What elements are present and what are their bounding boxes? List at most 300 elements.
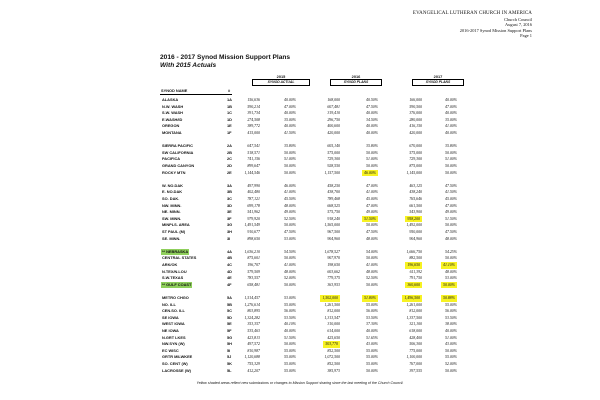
amount-2017: 882,500 [409, 256, 422, 261]
table-row [0, 123, 600, 130]
synod-name: MONTANA [162, 130, 182, 135]
amount-2015: 1,514,457 [244, 296, 260, 300]
percent-2017: 55.00% [445, 355, 457, 360]
amount-2017: 590,500 [409, 104, 422, 109]
synod-code: 3A [227, 182, 232, 188]
percent-2017: 50.00% [445, 368, 457, 373]
header-underline [160, 94, 232, 95]
table-row [0, 354, 600, 361]
synod-name: SW. MINN. [162, 215, 182, 221]
synod-name: ** NEBRASKA [162, 248, 189, 254]
synod-code: 2C [227, 156, 232, 162]
percent-2017: 35.00% [445, 117, 457, 122]
synod-name: S.W.TEXAS [162, 275, 184, 281]
amount-2017: 812,000 [409, 309, 422, 314]
synod-name: NW. MINN. [162, 202, 182, 208]
percent-2016: 46.00% [364, 170, 376, 175]
synod-code: 1E [227, 123, 232, 129]
percent-2015: 50.00% [284, 342, 296, 347]
amount-2015: 699,178 [247, 203, 260, 208]
synod-code: 1D [227, 116, 232, 122]
amount-2017: 1,145,000 [406, 170, 422, 175]
table-row [0, 203, 600, 210]
synod-code: 5E [227, 321, 232, 327]
amount-2015: 741,156 [247, 157, 260, 162]
amount-2015: 415,000 [247, 131, 260, 135]
percent-2016: 45.00% [366, 197, 378, 201]
synod-name: MINPLS. AREA [162, 222, 190, 228]
synod-name: LACROSSE (W) [162, 367, 191, 373]
number-header: # [228, 88, 231, 93]
amount-2015: 391,734 [247, 111, 260, 116]
synod-code: 2A [227, 143, 232, 149]
amount-2017: 196,650 [407, 263, 420, 267]
amount-2016: 789,468 [327, 197, 340, 201]
column-group-2016 [330, 74, 382, 86]
synod-name: NE IOWA [162, 328, 179, 333]
synod-plans-2016-label: SYNOD PLANS [330, 79, 382, 86]
amount-2016: 605,140 [327, 144, 340, 149]
percent-2017: 48.00% [445, 269, 457, 274]
table-row [0, 368, 600, 375]
amount-2016: 425,650 [327, 335, 340, 340]
amount-2016: 904,960 [327, 236, 340, 241]
table-row [0, 143, 600, 150]
footnote: Yellow shaded areas reflect new submissions or changes to Mission Support sharing since the last meeting of the Church Council. [196, 381, 404, 385]
percent-2017: 53.00% [445, 276, 457, 281]
synod-plans-2017-label: SYNOD PLANS [412, 79, 464, 86]
percent-2017: 47.00% [445, 203, 457, 208]
amount-2017: 506,300 [409, 342, 422, 347]
percent-2016: 35.80% [366, 144, 378, 149]
percent-2015: 51.50% [284, 335, 296, 340]
amount-2016: 319,410 [327, 111, 340, 116]
amount-2015: 755,329 [247, 362, 260, 366]
synod-code: 5C [227, 308, 232, 314]
percent-2015: 48.00% [284, 269, 296, 274]
amount-2016: 967,500 [327, 230, 340, 234]
amount-2015: 518,571 [247, 150, 260, 155]
year-2015-label: 2015 [276, 74, 286, 79]
percent-2015: 53.00% [284, 296, 296, 300]
amount-2017: 958,200 [407, 216, 420, 221]
amount-2016: 420,000 [327, 131, 340, 135]
table-row [0, 97, 600, 104]
synod-code: 5A [227, 295, 232, 300]
table-row [0, 328, 600, 335]
synod-name: ST PAUL (M) [162, 229, 186, 234]
percent-2016: 48.00% [366, 236, 378, 241]
percent-2015: 41.50% [284, 131, 296, 135]
percent-2015: 41.00% [284, 263, 296, 267]
percent-2016: 41.00% [366, 263, 378, 267]
percent-2016: 40.00% [366, 131, 378, 135]
amount-2017: 904,960 [409, 236, 422, 241]
percent-2017: 40.00% [445, 98, 457, 102]
amount-2016: 779,375 [327, 276, 340, 281]
amount-2016: 575,750 [327, 210, 340, 215]
synod-name: NO. ILL [162, 301, 176, 307]
amount-2016: 438,700 [327, 190, 340, 195]
amount-2016: 198,650 [327, 263, 340, 267]
percent-2016: 50.00% [366, 164, 378, 168]
year-2016-label: 2016 [351, 74, 361, 79]
table-row [0, 170, 600, 177]
percent-2016: 40.00% [366, 111, 378, 116]
percent-2017: 47.50% [445, 183, 457, 188]
synod-code: 5L [227, 367, 232, 373]
amount-2015: 423,813 [247, 335, 260, 340]
table-row [0, 209, 600, 216]
synod-code: 3F [227, 215, 232, 221]
percent-2015: 50.00% [284, 170, 296, 175]
amount-2015: 1,491,549 [244, 223, 260, 228]
synod-code: 3D [227, 202, 232, 208]
synod-name-header: SYNOD NAME [161, 88, 188, 93]
synod-code: 1B [227, 103, 232, 109]
table-row [0, 308, 600, 315]
percent-2016: 49.00% [366, 210, 378, 215]
amount-2015: 402,480 [247, 190, 260, 195]
synod-code: 4B [227, 255, 232, 261]
percent-2016: 41.00% [366, 190, 378, 195]
synod-name: SO. DAK. [162, 196, 180, 201]
amount-2016: 1,565,000 [324, 223, 340, 228]
amount-2017: 661,500 [409, 203, 422, 208]
amount-2015: 535,463 [247, 329, 260, 333]
synod-code: 4A [227, 248, 232, 254]
amount-2016: 668,525 [327, 203, 340, 208]
table-row [0, 361, 600, 368]
percent-2016: 54.00% [366, 249, 378, 254]
table-row [0, 216, 600, 223]
synod-name: PACIFICA [162, 156, 181, 162]
table-row [0, 295, 600, 302]
synod-code: 3B [227, 189, 232, 195]
header-doc-title: 2016-2017 Synod Mission Support Plans [459, 27, 532, 33]
amount-2017: 1,492,000 [406, 223, 422, 228]
header-line2: Church Council [504, 16, 532, 22]
percent-2017: 49.00% [445, 210, 457, 215]
synod-name: METRO CHGO [162, 295, 189, 300]
amount-2016: 1,261,500 [324, 302, 340, 307]
amount-2017: 397,555 [409, 368, 422, 373]
amount-2017: 438,240 [409, 190, 422, 195]
synod-name: SIERRA PACIFIC [162, 143, 193, 149]
synod-name: N.W. WASH [162, 103, 184, 109]
amount-2017: 280,000 [409, 117, 422, 122]
amount-2017: 729,300 [409, 157, 422, 162]
amount-2016: 385,973 [327, 368, 340, 373]
amount-2016: 852,500 [327, 362, 340, 366]
percent-2017: 50.00% [443, 282, 455, 287]
synod-name: WEST IOWA [162, 321, 185, 327]
amount-2015: 783,557 [247, 276, 260, 281]
percent-2017: 50.00% [445, 256, 457, 261]
percent-2015: 50.00% [284, 223, 296, 228]
percent-2017: 51.00% [445, 335, 457, 340]
amount-2015: 1,324,282 [244, 315, 260, 320]
synod-name: SE IOWA [162, 314, 179, 320]
amount-2017: 420,000 [409, 131, 422, 135]
amount-2015: 497,990 [247, 183, 260, 188]
amount-2017: 950,000 [409, 230, 422, 234]
amount-2015: 497,572 [247, 342, 260, 347]
synod-code: 4E [227, 275, 232, 281]
synod-name: W. NO.DAK [162, 182, 183, 188]
table-row [0, 189, 600, 196]
synod-name: GRTR MILWKEE [162, 354, 193, 360]
title-block [160, 54, 290, 70]
amount-2017: 1,100,000 [406, 355, 422, 360]
amount-2016: 603,662 [327, 269, 340, 274]
synod-code: 5B [227, 301, 232, 307]
percent-2016: 55.00% [366, 362, 378, 366]
synod-code: 4D [227, 268, 232, 274]
percent-2015: 47.00% [284, 104, 296, 109]
percent-2015: 47.50% [284, 230, 296, 234]
percent-2016: 51.65% [366, 335, 378, 340]
synod-code: 2E [227, 169, 232, 175]
amount-2015: 803,895 [247, 309, 260, 314]
amount-2015: 541,962 [247, 210, 260, 215]
synod-code: 4C [227, 262, 232, 267]
percent-2016: 47.00% [366, 183, 378, 188]
amount-2015: 590,214 [247, 104, 260, 109]
synod-name: SW CALIFORNIA [162, 149, 194, 155]
amount-2016: 363,953 [327, 282, 340, 287]
amount-2015: 1,636,210 [244, 249, 260, 254]
amount-2017: 166,000 [409, 98, 422, 102]
amount-2017: 376,000 [409, 111, 422, 116]
percent-2017: 53.50% [445, 315, 457, 320]
percent-2016: 52.50% [366, 276, 378, 281]
percent-2016: 40.00% [366, 329, 378, 333]
amount-2015: 875,601 [247, 256, 260, 261]
amount-2017: 463,125 [409, 183, 422, 188]
percent-2015: 50.00% [284, 256, 296, 261]
percent-2015: 55.00% [284, 355, 296, 360]
synod-code: 3G [227, 222, 233, 228]
table-row [0, 302, 600, 309]
table-row [0, 117, 600, 124]
table-row [0, 249, 600, 256]
amount-2015: 1,144,546 [244, 170, 260, 175]
synod-code: 3C [227, 196, 232, 201]
table-row [0, 196, 600, 203]
amount-2015: 156,636 [247, 98, 260, 102]
synod-name: N.GRT LKES [162, 334, 186, 340]
percent-2017: 41.10% [443, 263, 455, 267]
percent-2017: 45.00% [445, 197, 457, 201]
percent-2016: 50.00% [366, 256, 378, 261]
synod-code: 2D [227, 163, 232, 168]
page-subtitle: With 2015 Actuals [160, 62, 217, 69]
table-row [0, 282, 600, 289]
amount-2016: 168,000 [327, 98, 340, 102]
table-row [0, 156, 600, 163]
percent-2015: 46.00% [284, 183, 296, 188]
amount-2015: 1,276,614 [244, 302, 260, 307]
amount-2016: 503,770 [325, 342, 338, 347]
header-date: August 7, 2016 [505, 22, 532, 27]
amount-2015: 353,357 [247, 322, 260, 327]
percent-2015: 35.80% [284, 144, 296, 149]
synod-actual-label: SYNOD ACTUAL [252, 79, 310, 86]
synod-name: ARK/OK [162, 262, 178, 267]
percent-2016: 47.00% [366, 203, 378, 208]
amount-2016: 1,678,527 [324, 249, 340, 254]
percent-2016: 48.00% [366, 269, 378, 274]
amount-2017: 765,646 [409, 197, 422, 201]
percent-2017: 51.00% [445, 157, 457, 162]
percent-2015: 40.00% [284, 98, 296, 102]
synod-code: 4F [227, 281, 232, 287]
percent-2017: 54.25% [445, 249, 457, 254]
percent-2016: 40.00% [366, 124, 378, 129]
amount-2017: 1,337,500 [406, 315, 422, 320]
table-row [0, 130, 600, 137]
percent-2016: 34.50% [366, 117, 378, 122]
amount-2017: 791,750 [409, 276, 422, 281]
percent-2017: 50.00% [445, 164, 457, 168]
amount-2017: 611,392 [409, 269, 422, 274]
percent-2015: 53.00% [284, 236, 296, 241]
amount-2016: 852,500 [327, 348, 340, 353]
percent-2017: 55.00% [445, 302, 457, 307]
percent-2015: 51.00% [284, 157, 296, 162]
table-row [0, 222, 600, 229]
amount-2015: 810,987 [247, 348, 260, 353]
percent-2017: 40.00% [445, 329, 457, 333]
synod-name: CENTRAL STATES [162, 255, 197, 261]
synod-code: 5D [227, 314, 232, 320]
percent-2015: 52.50% [284, 216, 296, 221]
table-row [0, 110, 600, 117]
year-2017-label: 2017 [433, 74, 443, 79]
percent-2016: 55.00% [366, 355, 378, 360]
synod-code: 5J [227, 354, 232, 360]
synod-name: ALASKA [162, 97, 179, 102]
document-header [413, 11, 532, 39]
amount-2015: 647,541 [247, 144, 260, 149]
synod-code: 5G [227, 334, 233, 340]
amount-2015: 787,121 [247, 197, 260, 201]
column-group-2017 [412, 74, 464, 86]
amount-2016: 614,000 [327, 329, 340, 333]
amount-2016: 918,240 [327, 216, 340, 221]
percent-2017: 50.00% [445, 170, 457, 175]
percent-2017: 56.00% [445, 309, 457, 314]
synod-name: NE. MINN. [162, 209, 181, 215]
table-row [0, 255, 600, 262]
synod-name: NW.SYN (W) [162, 341, 185, 347]
amount-2017: 875,000 [409, 164, 422, 168]
synod-name: CEN.SO. ILL [162, 308, 185, 314]
synod-code: 3I [227, 235, 231, 241]
amount-2016: 729,300 [327, 157, 340, 162]
percent-2015: 41.00% [284, 190, 296, 195]
table-row [0, 262, 600, 269]
amount-2017: 1,496,500 [404, 296, 420, 300]
amount-2017: 775,000 [409, 348, 422, 353]
amount-2015: 389,772 [247, 124, 260, 129]
table-row [0, 183, 600, 190]
amount-2015: 910,677 [247, 230, 260, 234]
table-row [0, 341, 600, 348]
percent-2015: 55.00% [284, 362, 296, 366]
synod-name: ROCKY MTN [162, 169, 186, 175]
amount-2015: 899,647 [247, 164, 260, 168]
percent-2015: 52.00% [284, 276, 296, 281]
percent-2016: 50.00% [366, 282, 378, 287]
table-row [0, 229, 600, 236]
amount-2015: 979,920 [247, 216, 260, 221]
table-row [0, 269, 600, 276]
percent-2015: 40.10% [284, 322, 296, 327]
percent-2017: 40.00% [445, 131, 457, 135]
percent-2016: 47.50% [366, 230, 378, 234]
amount-2016: 907,970 [327, 256, 340, 261]
percent-2016: 56.00% [366, 309, 378, 314]
amount-2017: 767,000 [409, 362, 422, 366]
percent-2015: 50.00% [284, 282, 296, 287]
column-group-2015 [252, 74, 310, 86]
percent-2017: 51.50% [445, 216, 457, 221]
table-row [0, 315, 600, 322]
synod-code: 1C [227, 110, 232, 116]
percent-2017: 50.00% [445, 223, 457, 228]
org-name: EVANGELICAL LUTHERAN CHURCH IN AMERICA [412, 11, 532, 16]
table-row [0, 150, 600, 157]
amount-2017: 321,100 [409, 322, 422, 327]
percent-2015: 40.00% [284, 329, 296, 333]
synod-code: 5H [227, 341, 232, 347]
amount-2015: 579,509 [247, 269, 260, 274]
percent-2015: 56.00% [284, 309, 296, 314]
percent-2017: 41.50% [445, 190, 457, 195]
percent-2016: 51.00% [366, 157, 378, 162]
percent-2015: 50.00% [284, 150, 296, 155]
synod-code: 3E [227, 209, 232, 215]
percent-2017: 47.00% [445, 104, 457, 109]
percent-2017: 43.00% [445, 342, 457, 347]
synod-name: SO. CENT (W) [162, 361, 188, 366]
amount-2015: 658,481 [247, 282, 260, 287]
amount-2016: 310,000 [327, 322, 340, 327]
amount-2017: 575,000 [409, 150, 422, 155]
percent-2017: 48.00% [445, 236, 457, 241]
percent-2017: 38.00% [445, 322, 457, 327]
synod-name: GRAND CANYON [162, 163, 195, 168]
amount-2016: 458,250 [327, 183, 340, 188]
table-row [0, 348, 600, 355]
percent-2016: 50.00% [366, 223, 378, 228]
synod-code: 5I [227, 347, 231, 353]
amount-2016: 1,072,500 [324, 355, 340, 360]
percent-2017: 52.00% [445, 362, 457, 366]
percent-2016: 50.00% [366, 368, 378, 373]
amount-2016: 1,313,547 [324, 315, 340, 320]
percent-2016: 55.00% [366, 348, 378, 353]
percent-2015: 55.00% [284, 368, 296, 373]
page-title: 2016 - 2017 Synod Mission Support Plans [160, 54, 291, 61]
percent-2015: 50.00% [284, 164, 296, 168]
percent-2017: 35.80% [445, 144, 457, 149]
percent-2016: 50.00% [366, 150, 378, 155]
amount-2015: 274,508 [247, 117, 260, 122]
amount-2017: 670,000 [409, 144, 422, 149]
